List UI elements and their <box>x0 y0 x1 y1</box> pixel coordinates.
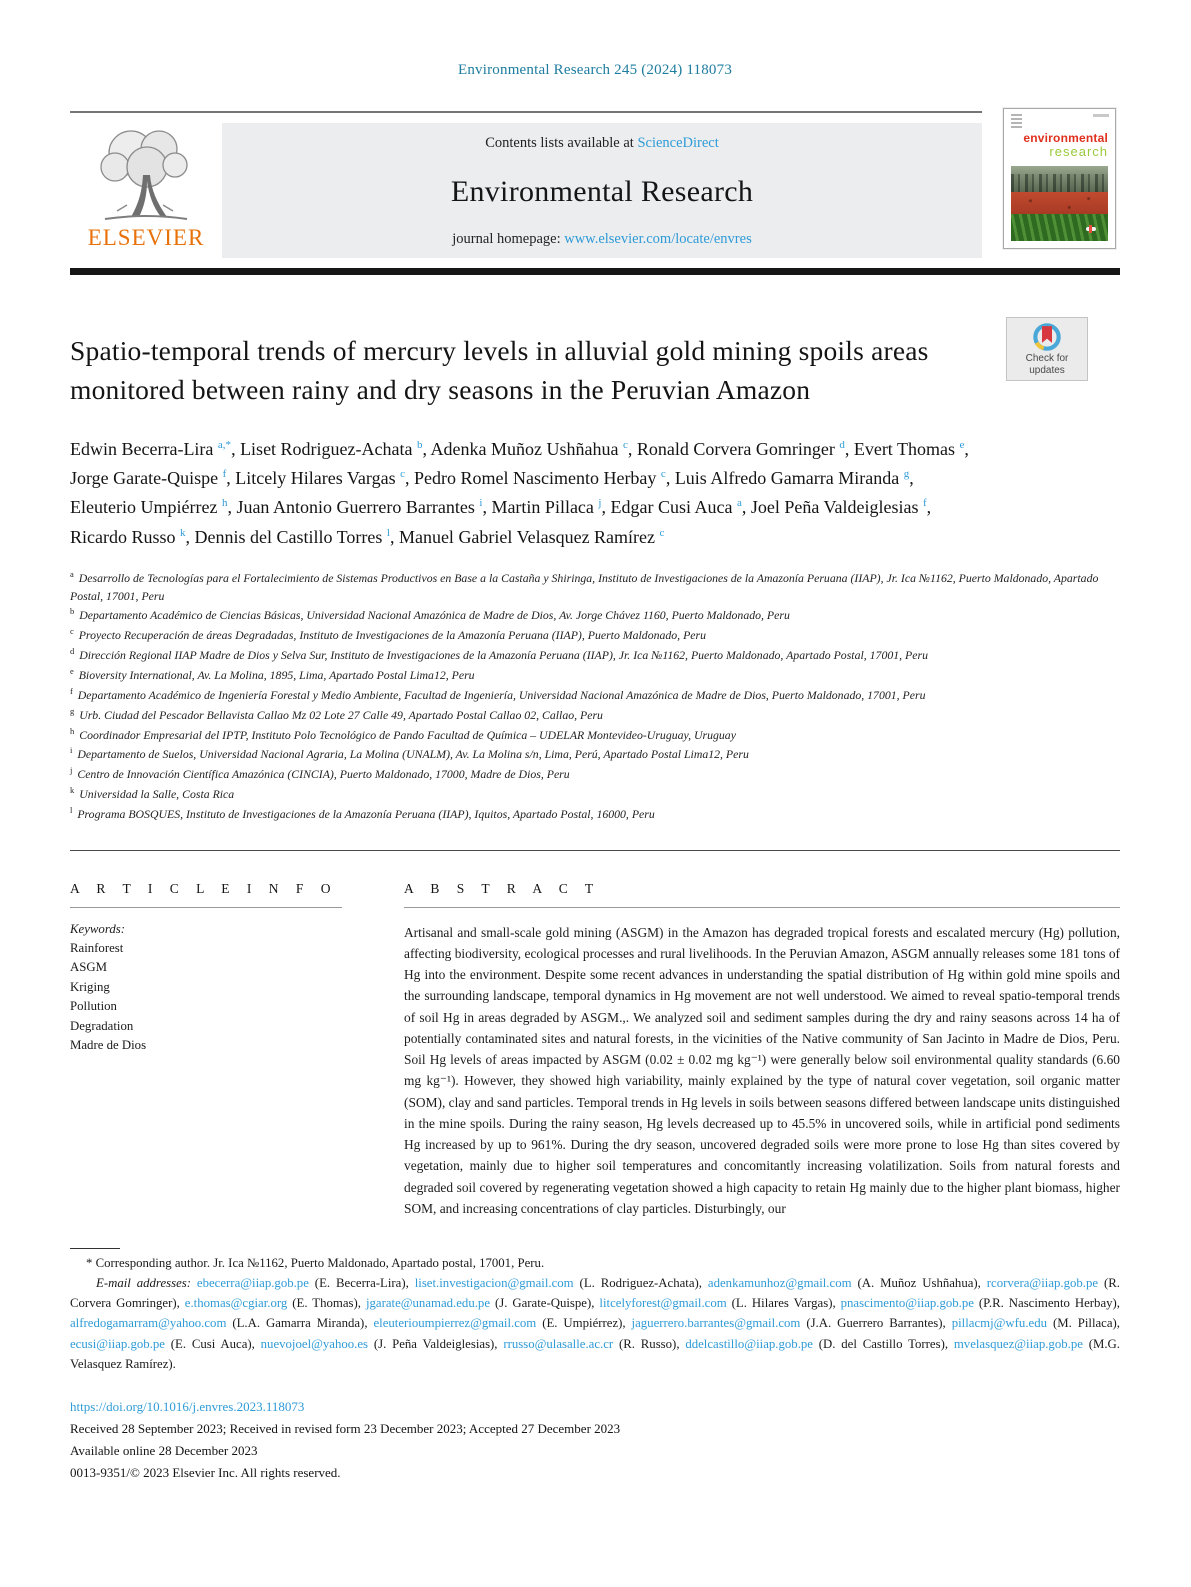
email-owner-name: (M.G. Velasquez Ramírez). <box>70 1336 1120 1371</box>
article-title: Spatio-temporal trends of mercury levels in alluvial gold mining spoils areas monitored between rainy and dry seasons in the Peruvian Amazon <box>70 335 929 406</box>
email-owner-name: (D. del Castillo Torres), <box>812 1336 954 1351</box>
email-link[interactable]: e.thomas@cgiar.org <box>184 1296 288 1311</box>
email-addresses-label: E-mail addresses: <box>96 1276 197 1290</box>
cover-issue-mark <box>1093 114 1109 117</box>
cover-title-line1: environmental <box>1023 131 1108 145</box>
author-name: Jorge Garate-Quispe <box>70 468 223 489</box>
author-affiliation-sup[interactable]: c <box>659 526 665 539</box>
email-owner-name: (J. Garate-Quispe), <box>490 1296 600 1311</box>
journal-citation: Environmental Research 245 (2024) 118073 <box>457 62 733 78</box>
email-link[interactable]: mvelasquez@iiap.gob.pe <box>953 1336 1083 1351</box>
affiliation-item: $^a$ Desarrollo de Tecnologías para el Fortalecimiento de Sistemas Productivos en Base a la Castaña y Shiringa, Instituto de Investigaciones de la Amazonía Peruana (IIAP), Jr. Ica №1162, Puerto Maldonado, Apartado Postal, 17001, Peru <box>70 568 1099 603</box>
homepage-line <box>232 231 972 248</box>
keyword-item: Pollution <box>70 999 117 1014</box>
email-owner-name: (E. Cusi Auca), <box>164 1336 261 1351</box>
email-owner-name: (R. Corvera Gomringer), <box>70 1276 1120 1311</box>
author-name: Joel Peña Valdeiglesias <box>750 497 923 518</box>
keyword-item: Kriging <box>70 979 110 994</box>
author-name: Ricardo Russo <box>70 526 180 547</box>
banner-top-rule <box>70 111 982 113</box>
affiliation-list <box>70 568 1120 824</box>
keyword-item: ASGM <box>70 960 107 975</box>
affiliation-item: $^j$ Centro de Innovación Científica Amazónica (CINCIA), Puerto Maldonado, 17000, Madre de Dios, Peru <box>70 765 570 782</box>
abstract-text: Artisanal and small-scale gold mining (ASGM) in the Amazon has degraded tropical forests and escalated mercury (Hg) pollution, affecting biodiversity, ecological processes and rural livelihoods. In the Peruvian Amazon, ASGM annually releases some 181 tons of Hg into the environment. Despite some recent advances in understanding the spatial distribution of Hg within gold mine spoils and the surrounding landscape, temporal dynamics in Hg movement are not well understood. We aimed to reveal spatio-temporal trends of soil Hg in areas degraded by ASGM.,. We analyzed soil and sediment samples during the dry and rainy seasons across 14 ha of potentially contaminated sites and natural forests, in the vicinities of the Native community of San Jacinto in Madre de Dios, Peru. Soil Hg levels of areas impacted by ASGM (0.02 ± 0.02 mg kg⁻¹) were generally below soil environmental quality standards (6.60 mg kg⁻¹). However, they showed high variability, mainly explained by the type of natural cover vegetation, soil organic matter (SOM), clay and sand particles. Temporal trends in Hg levels in soils between seasons differed between landscape units distinguished in the mine spoils. During the rainy season, Hg levels decreased up to 45.5% in uncovered soils, while in artificial pond sediments Hg increased by up to 961%. During the dry season, uncovered degraded soils were more prone to lose Hg than sites covered by vegetation, mainly due to higher soil temperatures and concomitantly increasing volatilization. Soils from natural forests and degraded soil covered by regenerating vegetation showed a high capacity to retain Hg mainly due to the higher plant biomass, higher SOM, and increasing concentrations of clay particles. Disturbingly, our <box>404 924 1120 1216</box>
cover-artwork <box>1011 166 1108 241</box>
contents-prefix: Contents lists available at <box>485 135 638 151</box>
email-owner-name: (J. Peña Valdeiglesias), <box>368 1336 504 1351</box>
elsevier-wordmark: ELSEVIER <box>87 225 205 250</box>
email-link[interactable]: litcelyforest@gmail.com <box>599 1296 727 1311</box>
affiliation-item: $^b$ Departamento Académico de Ciencias Básicas, Universidad Nacional Amazónica de Madre de Dios, Av. Jorge Chávez 1160, Puerto Maldonado, Peru <box>70 606 790 623</box>
author-affiliation-sup[interactable]: e <box>959 439 965 452</box>
email-addresses-note <box>70 1273 1120 1374</box>
check-for-updates-badge[interactable] <box>1006 317 1088 381</box>
author-name: Edgar Cusi Auca <box>610 497 737 518</box>
available-online: Available online 28 December 2023 <box>70 1443 258 1459</box>
author-name: Dennis del Castillo Torres <box>194 526 387 547</box>
article-info-rule <box>70 907 342 908</box>
author-name: Liset Rodriguez-Achata <box>240 439 417 460</box>
author-name: Pedro Romel Nascimento Herbay <box>413 468 661 489</box>
author-name: Litcely Hilares Vargas <box>235 468 401 489</box>
email-link[interactable]: adenkamunhoz@gmail.com <box>707 1276 852 1290</box>
keywords-label: Keywords: <box>70 921 125 936</box>
footnote-area <box>70 1248 1120 1484</box>
email-owner-name: (M. Pillaca), <box>1047 1316 1121 1331</box>
author-name: Manuel Gabriel Velasquez Ramírez <box>398 526 660 547</box>
affiliation-item: $^d$ Dirección Regional IIAP Madre de Dios y Selva Sur, Instituto de Investigaciones de la Amazonía Peruana (IIAP), Jr. Ica №1162, Puerto Maldonado, Apartado Postal, 17001, Peru <box>70 646 928 663</box>
author-affiliation-sup[interactable]: k <box>180 526 186 539</box>
banner-bottom-bar <box>70 268 1120 275</box>
email-owner-name: (E. Umpiérrez), <box>536 1316 632 1331</box>
author-name: Luis Alfredo Gamarra Miranda <box>674 468 904 489</box>
email-owner-name: (E. Becerra-Lira), <box>308 1276 415 1290</box>
article-info-heading: A R T I C L E I N F O <box>70 880 335 896</box>
email-owner-name: (E. Thomas), <box>287 1296 366 1311</box>
abstract-column <box>404 881 1120 1219</box>
keywords-list <box>70 939 342 1056</box>
email-owner-name: (A. Muñoz Ushñahua), <box>851 1276 987 1290</box>
affiliation-item: $^c$ Proyecto Recuperación de áreas Degradadas, Instituto de Investigaciones de la Amazonía Peruana (IIAP), Puerto Maldonado, Peru <box>70 626 707 643</box>
elsevier-logo <box>70 123 222 258</box>
author-affiliation-sup[interactable]: f <box>923 497 927 510</box>
keyword-item: Madre de Dios <box>70 1037 147 1052</box>
author-affiliation-sup[interactable]: g <box>903 468 910 481</box>
author-affiliation-sup[interactable]: b <box>417 439 423 452</box>
email-owner-name: (L. Hilares Vargas), <box>726 1296 841 1311</box>
author-name: Martin Pillaca <box>491 497 599 518</box>
author-affiliation-sup[interactable]: h <box>221 497 228 510</box>
affiliation-item: $^i$ Departamento de Suelos, Universidad Nacional Agraria, La Molina (UNALM), Av. La Molina s/n, Lima, Perú, Apartado Postal Lima12, Peru <box>70 745 749 762</box>
keyword-item: Rainforest <box>70 940 124 955</box>
author-name: Juan Antonio Guerrero Barrantes <box>236 497 480 518</box>
author-affiliation-sup[interactable]: c <box>400 468 405 481</box>
cover-plane-icon <box>1086 227 1096 231</box>
cover-title-line2: research <box>1049 144 1108 159</box>
received-dates: Received 28 September 2023; Received in revised form 23 December 2023; Accepted 27 December 2023 <box>70 1421 621 1437</box>
journal-cover-thumbnail[interactable] <box>1003 108 1116 249</box>
email-link[interactable]: ddelcastillo@iiap.gob.pe <box>685 1336 813 1351</box>
affiliation-item: $^l$ Programa BOSQUES, Instituto de Investigaciones de la Amazonía Peruana (IIAP), Iquitos, Apartado Postal, 16000, Peru <box>70 804 655 821</box>
sciencedirect-link[interactable]: ScienceDirect <box>637 135 719 151</box>
email-link[interactable]: pnascimento@iiap.gob.pe <box>840 1296 974 1311</box>
author-name: Edwin Becerra-Lira <box>70 439 218 460</box>
author-affiliation-sup[interactable]: l <box>386 526 390 539</box>
author-affiliation-sup[interactable]: c <box>622 439 628 452</box>
crossmark-icon <box>1007 322 1087 352</box>
affiliation-item: $^f$ Departamento Académico de Ingeniería Forestal y Medio Ambiente, Facultad de Ingeniería, Universidad Nacional Amazónica de Madre de Dios, Puerto Maldonado, 17001, Peru <box>70 685 926 702</box>
email-owner-name: (P.R. Nascimento Herbay), <box>973 1296 1120 1311</box>
email-link[interactable]: jgarate@unamad.edu.pe <box>365 1296 490 1311</box>
cover-mini-elsevier-icon <box>1011 114 1022 128</box>
email-link[interactable]: rrusso@ulasalle.ac.cr <box>503 1336 614 1351</box>
email-link[interactable]: jaguerrero.barrantes@gmail.com <box>631 1316 801 1331</box>
author-affiliation-sup[interactable]: a,* <box>217 439 232 452</box>
homepage-link[interactable]: www.elsevier.com/locate/envres <box>564 231 752 247</box>
author-affiliation-sup[interactable]: a <box>736 497 742 510</box>
email-owner-name: (L.A. Gamarra Miranda), <box>226 1316 374 1331</box>
affiliation-item: $^e$ Bioversity International, Av. La Molina, 1895, Lima, Apartado Postal Lima12, Peru <box>70 666 475 682</box>
email-link[interactable]: ebecerra@iiap.gob.pe <box>196 1276 309 1290</box>
email-link[interactable]: alfredogamarram@yahoo.com <box>70 1316 227 1331</box>
email-link[interactable]: ecusi@iiap.gob.pe <box>70 1336 165 1351</box>
affiliation-item: $^h$ Coordinador Empresarial del IPTP, Instituto Polo Tecnológico de Pando Facultad de Química – UDELAR Montevideo-Uruguay, Uruguay <box>70 725 736 742</box>
email-owner-name: (R. Russo), <box>613 1336 686 1351</box>
abstract-heading: A B S T R A C T <box>404 880 598 896</box>
elsevier-tree-icon <box>70 123 222 227</box>
journal-banner <box>70 111 1120 275</box>
email-link[interactable]: pillacmj@wfu.edu <box>951 1316 1047 1331</box>
keyword-item: Degradation <box>70 1018 134 1033</box>
email-link[interactable]: rcorvera@iiap.gob.pe <box>986 1276 1099 1290</box>
email-owner-name: (J.A. Guerrero Barrantes), <box>800 1316 952 1331</box>
contents-line <box>232 135 972 152</box>
banner-center <box>222 123 982 258</box>
affiliation-item: $^g$ Urb. Ciudad del Pescador Bellavista Callao Mz 02 Lote 27 Calle 49, Apartado Postal Callao 02, Callao, Peru <box>70 705 603 722</box>
author-name: Ronald Corvera Gomringer <box>636 439 840 460</box>
journal-title: Environmental Research <box>450 174 754 208</box>
homepage-prefix: journal homepage: <box>452 231 565 247</box>
email-link[interactable]: liset.investigacion@gmail.com <box>414 1276 574 1290</box>
author-name: Adenka Muñoz Ushñahua <box>430 439 623 460</box>
article-info-column <box>70 881 342 1219</box>
issn-copyright: 0013-9351/© 2023 Elsevier Inc. All rights reserved. <box>70 1465 341 1481</box>
author-name: Evert Thomas <box>853 439 960 460</box>
affiliation-item: $^k$ Universidad la Salle, Costa Rica <box>70 785 235 801</box>
email-owner-name: (L. Rodriguez-Achata), <box>573 1276 708 1290</box>
author-affiliation-sup[interactable]: c <box>660 468 666 481</box>
email-link[interactable]: nuevojoel@yahoo.es <box>260 1336 369 1351</box>
check-for-updates-label: Check for updates <box>1025 353 1069 376</box>
author-affiliation-sup[interactable]: d <box>839 439 845 452</box>
footnote-rule <box>70 1248 120 1249</box>
corresponding-author-note: * Corresponding author. Jr. Ica №1162, Puerto Maldonado, Apartado postal, 17001, Peru. <box>86 1256 545 1270</box>
author-name: Eleuterio Umpiérrez <box>70 497 222 518</box>
email-link[interactable]: eleuterioumpierrez@gmail.com <box>373 1316 537 1331</box>
author-affiliation-sup[interactable]: f <box>222 468 227 481</box>
section-divider <box>70 850 1120 851</box>
author-affiliation-sup[interactable]: j <box>598 497 602 510</box>
author-list: Edwin Becerra-Lira $^{a,*}$, Liset Rodriguez-Achata $^b$, Adenka Muñoz Ushñahua $^c$, Ronald Corvera Gomringer $^d$, Evert Thomas $^e$, Jorge Garate-Quispe $^f$, Litcely Hilares Vargas $^c$, Pedro Romel Nascimento Herbay $^c$, Luis Alfredo Gamarra Miranda $^g$, Eleuterio Umpiérrez $^h$, Juan Antonio Guerrero Barrantes $^i$, Martin Pillaca $^j$, Edgar Cusi Auca $^a$, Joel Peña Valdeiglesias $^f$, Ricardo Russo $^k$, Dennis del Castillo Torres $^l$, Manuel Gabriel Velasquez Ramírez $^c$ <box>70 439 969 547</box>
author-affiliation-sup[interactable]: i <box>479 497 483 510</box>
abstract-rule <box>404 907 1120 908</box>
doi-link[interactable]: https://doi.org/10.1016/j.envres.2023.118073 <box>70 1399 305 1415</box>
